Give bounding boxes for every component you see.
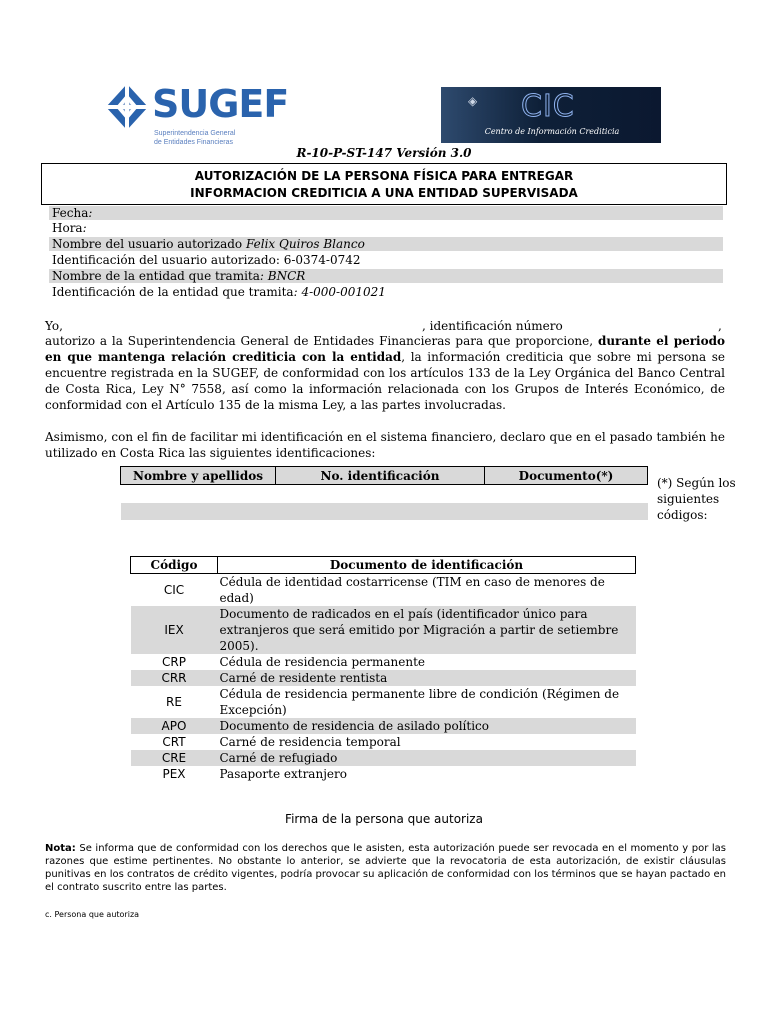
legal-note [45, 842, 726, 894]
field-nombre-usuario[interactable]: Nombre del usuario autorizado Felix Quiros Blanco [49, 237, 723, 251]
sugef-wordmark: SUGEF [152, 82, 289, 126]
code-row-crt: CRT Carné de residencia temporal [162, 735, 401, 749]
title-line-2: INFORMACION CREDITICIA A UNA ENTIDAD SUPERVISADA [190, 186, 578, 200]
code-row-pex: PEX Pasaporte extranjero [162, 767, 347, 781]
code-row-cic: CIC Cédula de identidad costarricense (TIM en caso de menores de edad) [163, 575, 605, 605]
cic-wordmark: CIC [521, 89, 575, 124]
codes-header-doc: Documento de identificación [218, 557, 636, 574]
copy-recipient: c. Persona que autoriza [45, 910, 140, 919]
title-line-1: AUTORIZACIÓN DE LA PERSONA FÍSICA PARA ENTREGAR [194, 169, 574, 183]
code-row-cre: CRE Carné de refugiado [131, 750, 636, 766]
field-nombre-entidad[interactable]: Nombre de la entidad que tramita: BNCR [49, 269, 723, 283]
aliases-paragraph: Asimismo, con el fin de facilitar mi identificación en el sistema financiero, declaro que en el pasado también he utilizado en Costa Rica las siguientes identificaciones: [45, 430, 725, 460]
code-row-crp: CRP Cédula de residencia permanente [162, 655, 426, 669]
field-id-entidad[interactable]: Identificación de la entidad que tramita: 4-000-001021 [52, 285, 386, 299]
code-row-iex: IEX Documento de radicados en el país (identificador único para extranjeros que será emitido por Migración a partir de setiembre 2005). [131, 606, 636, 654]
alias-row[interactable] [121, 485, 648, 503]
codes-header-code: Código [131, 557, 218, 574]
note-text: Se informa que de conformidad con los derechos que le asisten, esta autorización puede ser revocada en el momento y por las razones que estime pertinentes. No obstante lo anterior, se advierte que la revocatoria de esta autorización, de existir cláusulas punitivas en los contratos de crédito vigentes, podría provocar su aplicación de conformidad con los términos que se hayan pactado en el contrato suscrito entre las partes. [45, 843, 726, 893]
signature-label: Firma de la persona que autoriza [285, 812, 483, 826]
sugef-diamond-icon [104, 82, 150, 132]
id-number-label: , identificación número [422, 319, 563, 333]
authorization-line-1: Yo, , identificación número , [45, 319, 722, 333]
field-fecha[interactable]: Fecha: [49, 206, 723, 220]
codes-table [130, 556, 636, 782]
sugef-subtitle: Superintendencia General de Entidades Financieras [154, 130, 236, 146]
cic-logo [441, 87, 661, 143]
cic-caption: Centro de Información Crediticia [484, 127, 620, 136]
form-code: R-10-P-ST-147 Versión 3.0 [296, 146, 472, 160]
note-label: Nota: [45, 843, 76, 854]
aliases-table [120, 466, 648, 520]
cic-emblem-icon: ◈ [468, 94, 478, 108]
code-row-re: RE Cédula de residencia permanente libre de condición (Régimen de Excepción) [166, 687, 620, 717]
alias-header-id: No. identificación [276, 467, 485, 485]
alias-row[interactable] [121, 503, 648, 520]
code-row-crr: CRR Carné de residente rentista [131, 670, 636, 686]
code-row-apo: APO Documento de residencia de asilado político [131, 718, 636, 734]
sugef-logo [104, 82, 289, 152]
alias-footnote: (*) Según los siguientes códigos: [657, 476, 736, 522]
document-title [41, 163, 727, 205]
field-id-usuario[interactable]: Identificación del usuario autorizado: 6-0374-0742 [52, 253, 361, 267]
alias-header-name: Nombre y apellidos [121, 467, 276, 485]
authorization-paragraph: autorizo a la Superintendencia General de Entidades Financieras para que proporcione, durante el periodo en que mantenga relación crediticia con la entidad, la información crediticia que sobre mi persona se encuentre registrada en la SUGEF, de conformidad con los artículos 133 de la Ley Orgánica del Banco Central de Costa Rica, Ley N° 7558, así como la información relacionada con los Grupos de Interés Económico, de conformidad con el Artículo 135 de la misma Ley, a las partes involucradas. [45, 334, 725, 412]
field-hora[interactable]: Hora: [52, 221, 87, 235]
alias-header-doc: Documento(*) [485, 467, 648, 485]
